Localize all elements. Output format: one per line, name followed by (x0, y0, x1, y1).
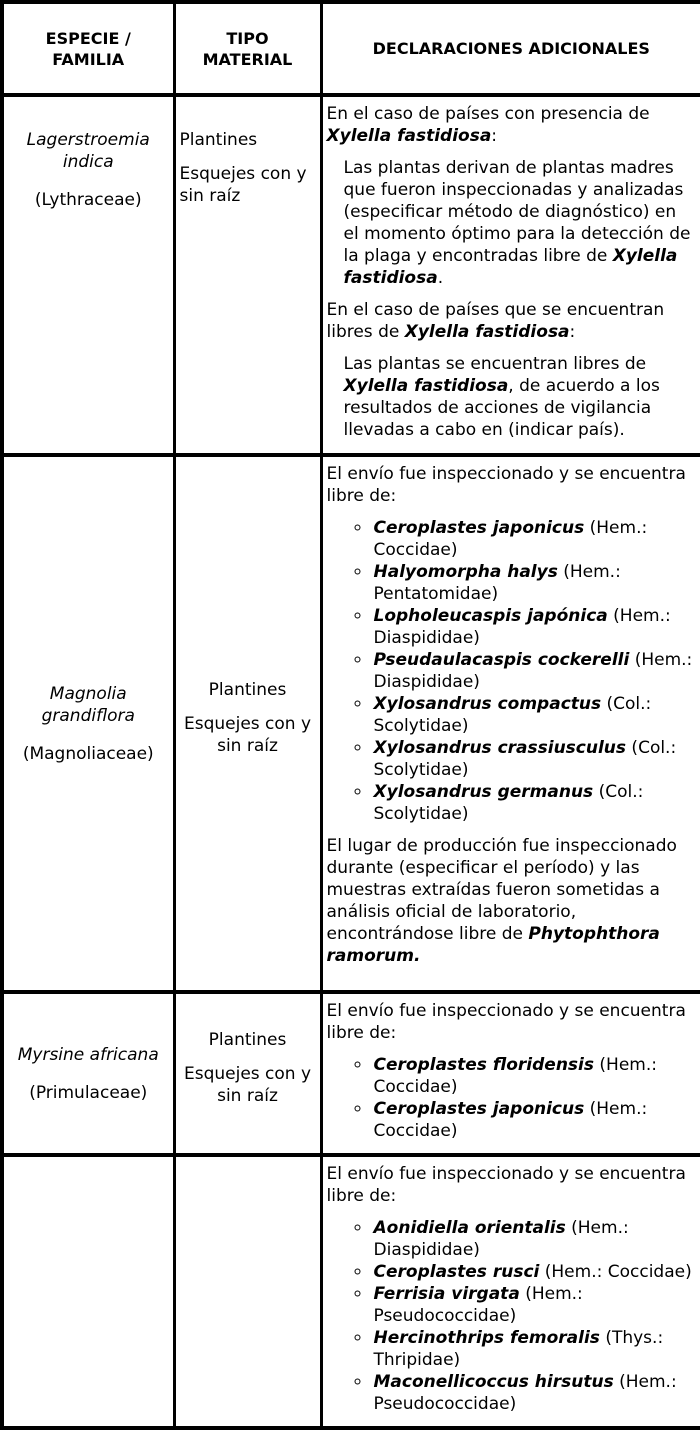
material-item: Esquejes con y sin raíz (179, 164, 307, 206)
pest-list (327, 517, 696, 825)
material-cell (174, 455, 321, 992)
pest-scientific-name: Lopholeucaspis japónica (373, 606, 608, 626)
declaration-paragraph (327, 835, 696, 967)
pest-list-item (372, 1283, 696, 1327)
species-cell (2, 992, 174, 1155)
pest-list-item (372, 1217, 696, 1261)
species-family: (Lythraceae) (34, 190, 142, 210)
plain-text: : (491, 126, 498, 146)
declarations-cell (321, 992, 700, 1155)
species-family: (Primulaceae) (29, 1082, 148, 1103)
pest-family-text: (Hem.: Coccidae) (373, 1055, 657, 1097)
plain-text: En el caso de países que se encuentran libres de (326, 300, 665, 342)
pest-family-text: (Hem.: Pentatomidae) (373, 562, 621, 604)
pest-family-text: (Hem.: Coccidae) (373, 518, 648, 560)
plain-text: Las plantas se encuentran libres de (343, 354, 647, 374)
scientific-name-text: Phytophthora ramorum. (326, 924, 660, 966)
pest-family-text: (Hem.: Pseudococcidae) (373, 1372, 677, 1414)
species-cell (2, 95, 174, 455)
plain-text: El envío fue inspeccionado y se encuentra libre de: (326, 464, 686, 506)
pest-family-text: (Col.: Scolytidae) (373, 694, 652, 736)
material-cell (174, 95, 321, 455)
pest-list-item (372, 605, 696, 649)
material-item: Plantines (208, 679, 287, 700)
pest-scientific-name: Hercinothrips femoralis (373, 1328, 600, 1348)
plain-text: Las plantas derivan de plantas madres que fueron inspeccionadas y analizadas (especificar método de diagnóstico) en el momento óptimo para la detección de la plaga y encontradas libre de (343, 158, 691, 266)
header-declaraciones-adicionales: DECLARACIONES ADICIONALES (321, 2, 700, 95)
pest-list-item (372, 517, 696, 561)
pest-family-text: (Hem.: Coccidae) (539, 1262, 692, 1282)
material-cell (174, 992, 321, 1155)
pest-family-text: (Hem.: Diaspididae) (373, 650, 693, 692)
pest-scientific-name: Maconellicoccus hirsutus (373, 1372, 614, 1392)
plain-text: El envío fue inspeccionado y se encuentra libre de: (326, 1164, 686, 1206)
pest-family-text: (Col.: Scolytidae) (373, 738, 677, 780)
declaration-paragraph (327, 1000, 696, 1044)
species-name: Magnolia grandiflora (41, 683, 135, 726)
scientific-name-text: Xylella fastidiosa (343, 376, 509, 396)
declaration-paragraph (327, 463, 696, 507)
pest-scientific-name: Pseudaulacaspis cockerelli (373, 650, 630, 670)
pest-scientific-name: Ceroplastes rusci (373, 1262, 540, 1282)
species-name: Lagerstroemia indica (26, 130, 150, 172)
pest-scientific-name: Halyomorpha halys (373, 562, 558, 582)
header-especie-familia: ESPECIE / FAMILIA (2, 2, 174, 95)
pest-list-item (372, 561, 696, 605)
declaration-paragraph (344, 353, 696, 441)
scientific-name-text: Xylella fastidiosa (343, 246, 678, 288)
plain-text: , de acuerdo a los resultados de acciones de vigilancia llevadas a cabo en (indicar país). (343, 376, 660, 440)
pest-family-text: (Hem.: Pseudococcidae) (373, 1284, 583, 1326)
pest-list (327, 1217, 696, 1415)
declarations-cell (321, 1155, 700, 1428)
declaration-paragraph (327, 299, 696, 343)
pest-scientific-name: Ceroplastes floridensis (373, 1055, 594, 1075)
pest-scientific-name: Ceroplastes japonicus (373, 518, 585, 538)
species-family: (Magnoliaceae) (22, 743, 154, 764)
header-tipo-material: TIPO MATERIAL (174, 2, 321, 95)
table-row (2, 455, 700, 992)
table-header (2, 2, 700, 95)
table-row (2, 992, 700, 1155)
declarations-cell (321, 95, 700, 455)
pest-scientific-name: Ceroplastes japonicus (373, 1099, 585, 1119)
pest-scientific-name: Xylosandrus compactus (373, 694, 602, 714)
declaration-paragraph (327, 1163, 696, 1207)
plain-text: : (569, 322, 576, 342)
declarations-cell (321, 455, 700, 992)
pest-scientific-name: Ferrisia virgata (373, 1284, 520, 1304)
pest-list-item (372, 1098, 696, 1142)
material-item: Plantines (208, 1029, 287, 1050)
pest-family-text: (Thys.: Thripidae) (373, 1328, 664, 1370)
species-name: Myrsine africana (17, 1044, 159, 1065)
material-cell (174, 1155, 321, 1428)
pest-list-item (372, 781, 696, 825)
plain-text: . (437, 268, 444, 288)
declaration-paragraph (327, 103, 696, 147)
pest-list-item (372, 1054, 696, 1098)
table-row (2, 95, 700, 455)
pest-list (327, 1054, 696, 1142)
pest-scientific-name: Aonidiella orientalis (373, 1218, 566, 1238)
table-body (2, 95, 700, 1428)
species-cell (2, 455, 174, 992)
scientific-name-text: Xylella fastidiosa (326, 126, 492, 146)
pest-list-item (372, 1261, 696, 1283)
material-item: Esquejes con y sin raíz (183, 713, 312, 756)
pest-family-text: (Hem.: Diaspididae) (373, 606, 671, 648)
pest-list-item (372, 737, 696, 781)
pest-scientific-name: Xylosandrus germanus (373, 782, 594, 802)
pest-list-item (372, 649, 696, 693)
species-cell (2, 1155, 174, 1428)
material-item: Plantines (179, 130, 258, 150)
declaration-paragraph (344, 157, 696, 289)
table-row (2, 1155, 700, 1428)
plain-text: El envío fue inspeccionado y se encuentra libre de: (326, 1001, 686, 1043)
plain-text: En el caso de países con presencia de (326, 104, 650, 124)
pest-scientific-name: Xylosandrus crassiusculus (373, 738, 627, 758)
material-item: Esquejes con y sin raíz (183, 1063, 312, 1106)
pest-family-text: (Hem.: Coccidae) (373, 1099, 648, 1141)
plain-text: El lugar de producción fue inspeccionado durante (especificar el período) y las muestras extraídas fueron sometidas a análisis oficial de laboratorio, encontrándose libre de (326, 836, 677, 944)
pest-list-item (372, 693, 696, 737)
scientific-name-text: Xylella fastidiosa (404, 322, 570, 342)
pest-list-item (372, 1327, 696, 1371)
pest-family-text: (Col.: Scolytidae) (373, 782, 644, 824)
header-row (2, 2, 700, 95)
pest-family-text: (Hem.: Diaspididae) (373, 1218, 629, 1260)
pest-list-item (372, 1371, 696, 1415)
